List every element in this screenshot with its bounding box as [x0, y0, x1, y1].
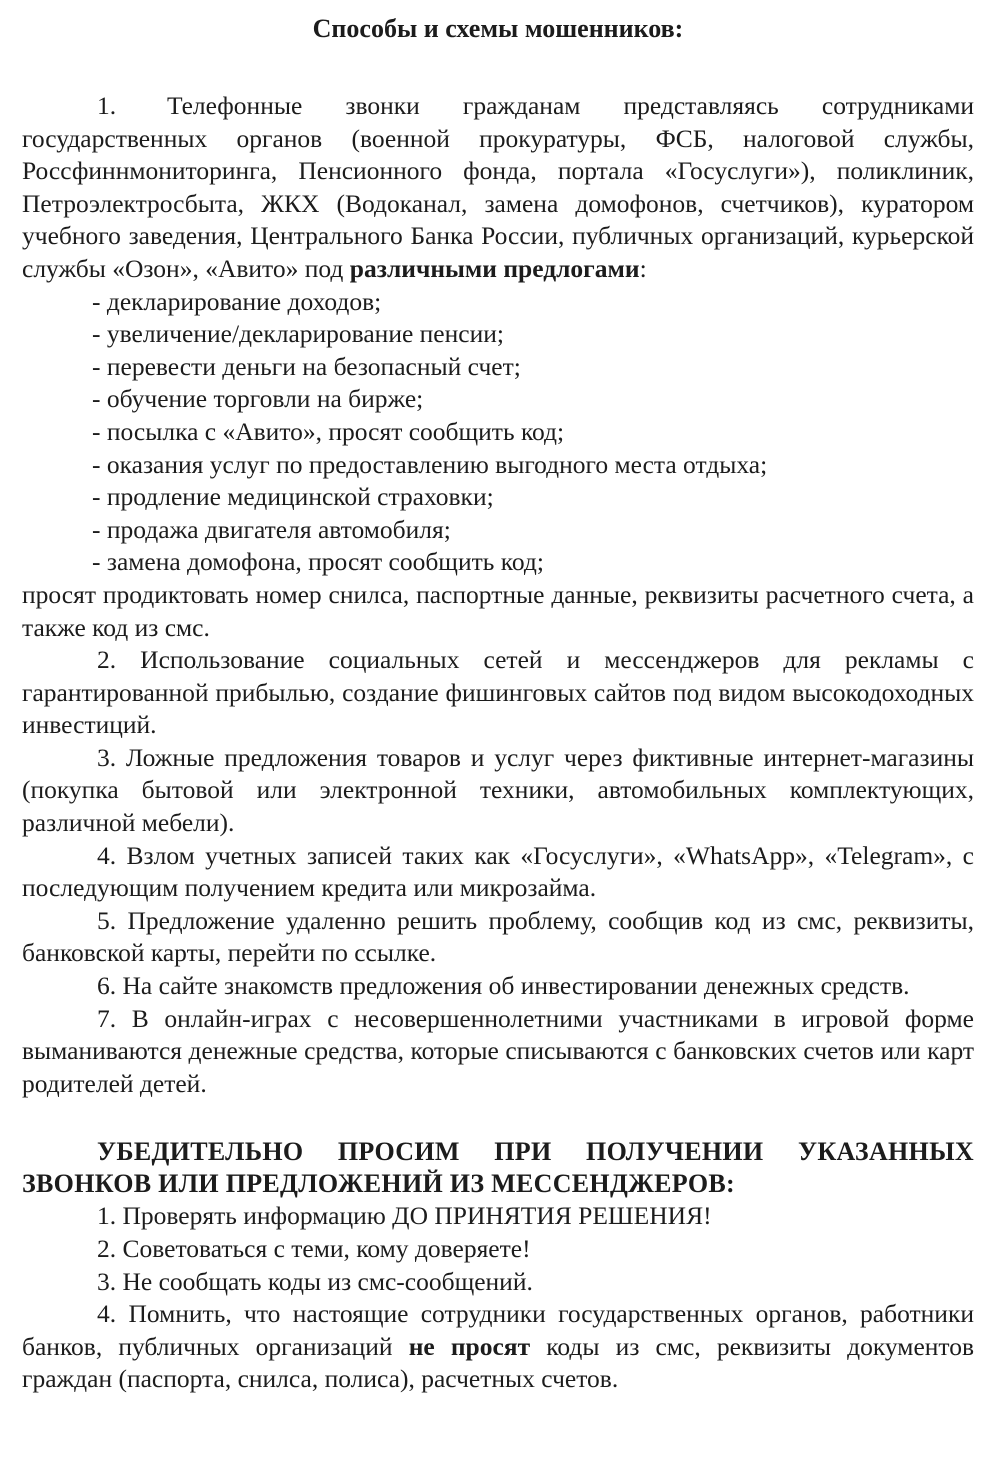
item-5-paragraph: 5. Предложение удаленно решить проблему, сообщив код из смс, реквизиты, банковской карты, перейти по ссылке. — [22, 905, 974, 968]
pretext-item: - продление медицинской страховки; — [92, 482, 494, 512]
item-4-paragraph: 4. Взлом учетных записей таких как «Госуслуги», «WhatsApp», «Telegram», с последующим получением кредита или микрозайма. — [22, 840, 974, 903]
advice-4-text-end: коды из смс, реквизиты документов граждан (паспорта, снилса, полиса), расчетных счетов. — [22, 1331, 975, 1394]
pretext-item: - декларирование доходов; — [92, 286, 382, 316]
pretext-list — [22, 286, 974, 579]
advice-4-text-start: 4. Помнить, что настоящие сотрудники государственных органов, работники банков, публичных организаций — [22, 1299, 974, 1361]
item-1-paragraph — [22, 90, 974, 286]
advice-4-bold-phrase: не просят — [408, 1331, 531, 1361]
advice-item-3: 3. Не сообщать коды из смс-сообщений. — [97, 1266, 533, 1296]
item-1-text: Телефонные звонки гражданам представляясь сотрудниками государственных органов (военной прокуратуры, ФСБ, налоговой службы, Россфиннмониторинга, Пенсионного фонда, портала «Госуслуги»), поликлиник, Петроэлектросбыта, ЖКХ (Водоканал, замена домофонов, счетчиков), куратором учебного заведения, Центрального Банка России, публичных организаций, курьерской службы «Озон», «Авито» под — [22, 91, 974, 283]
item-1-bold-phrase: различными предлогами — [349, 253, 640, 283]
item-1-closing: просят продиктовать номер снилса, паспортные данные, реквизиты расчетного счета, а также код из смс. — [22, 579, 974, 642]
item-1-colon: : — [639, 253, 647, 283]
item-2-paragraph: 2. Использование социальных сетей и мессенджеров для рекламы с гарантированной прибылью, создание фишинговых сайтов под видом высокодоходных инвестиций. — [22, 645, 974, 740]
item-1-number: 1. — [97, 91, 117, 120]
pretext-item: - увеличение/декларирование пенсии; — [92, 319, 504, 349]
advice-item-1: 1. Проверять информацию ДО ПРИНЯТИЯ РЕШЕНИЯ! — [97, 1201, 712, 1231]
item-3-paragraph: 3. Ложные предложения товаров и услуг через фиктивные интернет-магазины (покупка бытовой или электронной техники, автомобильных комплектующих, различной мебели). — [22, 742, 974, 838]
advice-item-2: 2. Советоваться с теми, кому доверяете! — [97, 1234, 531, 1263]
pretext-item: - продажа двигателя автомобиля; — [92, 514, 451, 544]
advice-item-4 — [22, 1298, 974, 1396]
pretext-item: - обучение торговли на бирже; — [92, 384, 424, 414]
warning-heading: УБЕДИТЕЛЬНО ПРОСИМ ПРИ ПОЛУЧЕНИИ УКАЗАННЫХ ЗВОНКОВ ИЛИ ПРЕДЛОЖЕНИЙ ИЗ МЕССЕНДЖЕРОВ: — [22, 1137, 974, 1199]
item-6-paragraph: 6. На сайте знакомств предложения об инвестировании денежных средств. — [97, 971, 910, 1001]
pretext-item: - замена домофона, просят сообщить код; — [92, 547, 544, 577]
pretext-item: - перевести деньги на безопасный счет; — [92, 351, 521, 381]
pretext-item: - посылка с «Авито», просят сообщить код; — [92, 416, 565, 446]
pretext-item: - оказания услуг по предоставлению выгодного места отдыха; — [92, 449, 768, 479]
item-7-paragraph: 7. В онлайн-играх с несовершеннолетними участниками в игровой форме выманиваются денежные средства, которые списываются с банковских счетов или карт родителей детей. — [22, 1003, 974, 1098]
document-title: Способы и схемы мошенников: — [312, 14, 684, 43]
